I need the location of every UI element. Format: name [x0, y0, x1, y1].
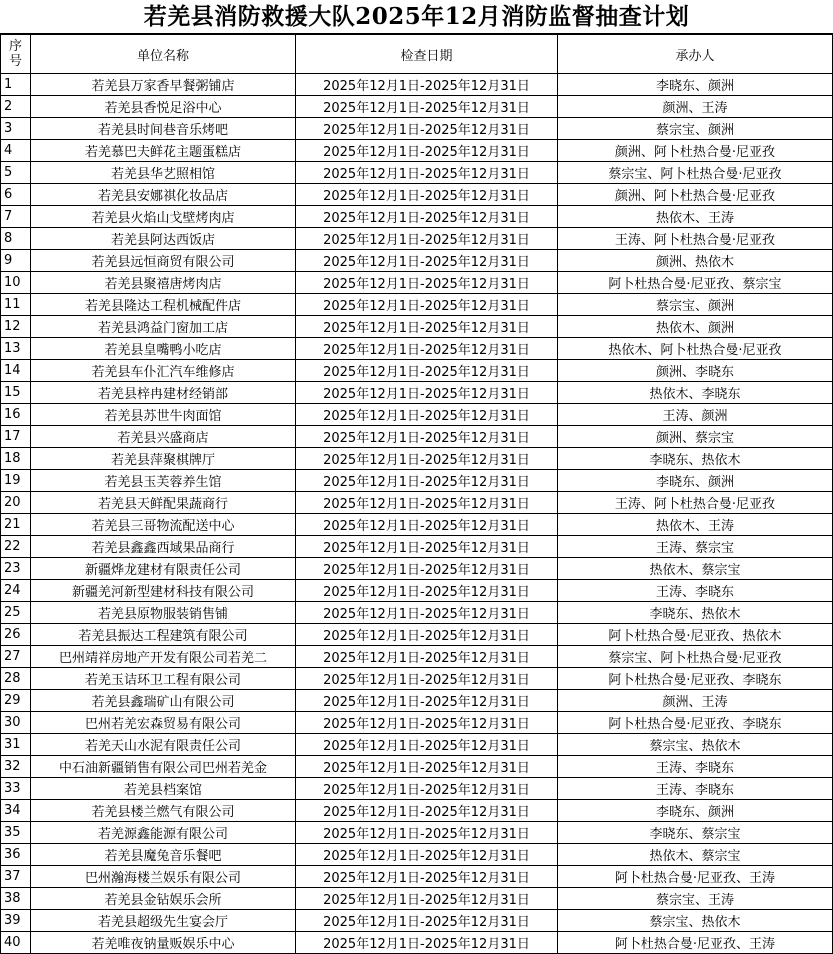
cell-date: 2025年12月1日-2025年12月31日 — [296, 96, 558, 118]
cell-seq: 27 — [1, 646, 31, 668]
cell-date: 2025年12月1日-2025年12月31日 — [296, 646, 558, 668]
table-row — [1, 162, 833, 184]
cell-seq: 5 — [1, 162, 31, 184]
cell-seq: 8 — [1, 228, 31, 250]
cell-unit: 若羌县香悦足浴中心 — [31, 96, 296, 118]
cell-handler: 蔡宗宝、热依木 — [558, 910, 833, 932]
cell-handler: 颜洲、王涛 — [558, 96, 833, 118]
cell-seq: 9 — [1, 250, 31, 272]
cell-unit: 中石油新疆销售有限公司巴州若羌金 — [31, 756, 296, 778]
cell-handler: 李晓东、蔡宗宝 — [558, 822, 833, 844]
table-row — [1, 624, 833, 646]
cell-date: 2025年12月1日-2025年12月31日 — [296, 690, 558, 712]
cell-handler: 蔡宗宝、阿卜杜热合曼·尼亚孜 — [558, 646, 833, 668]
table-row — [1, 492, 833, 514]
cell-unit: 若羌县隆达工程机械配件店 — [31, 294, 296, 316]
cell-handler: 王涛、蔡宗宝 — [558, 536, 833, 558]
table-row — [1, 778, 833, 800]
table-row — [1, 536, 833, 558]
cell-handler: 热依木、王涛 — [558, 206, 833, 228]
cell-seq: 39 — [1, 910, 31, 932]
cell-seq: 6 — [1, 184, 31, 206]
cell-unit: 若羌县万家香早餐粥铺店 — [31, 74, 296, 96]
table-row — [1, 690, 833, 712]
cell-unit: 新疆羌河新型建材科技有限公司 — [31, 580, 296, 602]
cell-unit: 若羌县皇嘴鸭小吃店 — [31, 338, 296, 360]
cell-handler: 阿卜杜热合曼·尼亚孜、蔡宗宝 — [558, 272, 833, 294]
cell-date: 2025年12月1日-2025年12月31日 — [296, 734, 558, 756]
cell-handler: 颜洲、李晓东 — [558, 360, 833, 382]
cell-unit: 若羌唯夜钠量贩娱乐中心 — [31, 932, 296, 954]
table-row — [1, 822, 833, 844]
cell-handler: 李晓东、颜洲 — [558, 470, 833, 492]
cell-seq: 29 — [1, 690, 31, 712]
cell-date: 2025年12月1日-2025年12月31日 — [296, 426, 558, 448]
inspection-table — [0, 34, 833, 954]
cell-handler: 王涛、阿卜杜热合曼·尼亚孜 — [558, 492, 833, 514]
table-row — [1, 910, 833, 932]
cell-unit: 巴州瀚海楼兰娱乐有限公司 — [31, 866, 296, 888]
cell-unit: 若羌县时间巷音乐烤吧 — [31, 118, 296, 140]
header-handler: 承办人 — [558, 35, 833, 74]
table-row — [1, 250, 833, 272]
cell-seq: 2 — [1, 96, 31, 118]
table-row — [1, 426, 833, 448]
cell-seq: 30 — [1, 712, 31, 734]
cell-handler: 颜洲、阿卜杜热合曼·尼亚孜 — [558, 140, 833, 162]
cell-unit: 若羌慕巴夫鲜花主题蛋糕店 — [31, 140, 296, 162]
cell-date: 2025年12月1日-2025年12月31日 — [296, 272, 558, 294]
table-row — [1, 316, 833, 338]
table-row — [1, 932, 833, 954]
table-row — [1, 338, 833, 360]
cell-date: 2025年12月1日-2025年12月31日 — [296, 668, 558, 690]
cell-handler: 李晓东、颜洲 — [558, 74, 833, 96]
cell-handler: 李晓东、热依木 — [558, 448, 833, 470]
cell-handler: 王涛、李晓东 — [558, 778, 833, 800]
cell-handler: 蔡宗宝、颜洲 — [558, 294, 833, 316]
cell-date: 2025年12月1日-2025年12月31日 — [296, 404, 558, 426]
cell-date: 2025年12月1日-2025年12月31日 — [296, 250, 558, 272]
table-row — [1, 734, 833, 756]
cell-seq: 31 — [1, 734, 31, 756]
cell-date: 2025年12月1日-2025年12月31日 — [296, 228, 558, 250]
cell-seq: 35 — [1, 822, 31, 844]
cell-seq: 3 — [1, 118, 31, 140]
cell-handler: 阿卜杜热合曼·尼亚孜、王涛 — [558, 932, 833, 954]
cell-handler: 热依木、阿卜杜热合曼·尼亚孜 — [558, 338, 833, 360]
cell-seq: 26 — [1, 624, 31, 646]
cell-date: 2025年12月1日-2025年12月31日 — [296, 580, 558, 602]
cell-unit: 若羌玉诘环卫工程有限公司 — [31, 668, 296, 690]
cell-date: 2025年12月1日-2025年12月31日 — [296, 844, 558, 866]
cell-date: 2025年12月1日-2025年12月31日 — [296, 294, 558, 316]
cell-unit: 若羌县玉芙蓉养生馆 — [31, 470, 296, 492]
cell-date: 2025年12月1日-2025年12月31日 — [296, 382, 558, 404]
cell-handler: 蔡宗宝、颜洲 — [558, 118, 833, 140]
page-title: 若羌县消防救援大队2025年12月消防监督抽查计划 — [0, 0, 833, 34]
cell-seq: 40 — [1, 932, 31, 954]
table-row — [1, 602, 833, 624]
cell-date: 2025年12月1日-2025年12月31日 — [296, 492, 558, 514]
cell-handler: 颜洲、热依木 — [558, 250, 833, 272]
cell-unit: 若羌县萍聚棋牌厅 — [31, 448, 296, 470]
table-row — [1, 228, 833, 250]
cell-unit: 若羌县鑫瑞矿山有限公司 — [31, 690, 296, 712]
cell-seq: 10 — [1, 272, 31, 294]
table-row — [1, 74, 833, 96]
cell-handler: 颜洲、阿卜杜热合曼·尼亚孜 — [558, 184, 833, 206]
table-row — [1, 558, 833, 580]
cell-handler: 颜洲、蔡宗宝 — [558, 426, 833, 448]
table-row — [1, 470, 833, 492]
cell-handler: 阿卜杜热合曼·尼亚孜、李晓东 — [558, 668, 833, 690]
cell-seq: 17 — [1, 426, 31, 448]
cell-unit: 若羌县梓冉建材经销部 — [31, 382, 296, 404]
cell-unit: 若羌县远恒商贸有限公司 — [31, 250, 296, 272]
cell-seq: 11 — [1, 294, 31, 316]
cell-date: 2025年12月1日-2025年12月31日 — [296, 74, 558, 96]
table-row — [1, 272, 833, 294]
cell-seq: 34 — [1, 800, 31, 822]
cell-date: 2025年12月1日-2025年12月31日 — [296, 470, 558, 492]
cell-date: 2025年12月1日-2025年12月31日 — [296, 866, 558, 888]
cell-seq: 25 — [1, 602, 31, 624]
cell-handler: 王涛、李晓东 — [558, 756, 833, 778]
cell-seq: 12 — [1, 316, 31, 338]
cell-date: 2025年12月1日-2025年12月31日 — [296, 800, 558, 822]
table-row — [1, 668, 833, 690]
cell-unit: 若羌县档案馆 — [31, 778, 296, 800]
cell-handler: 阿卜杜热合曼·尼亚孜、热依木 — [558, 624, 833, 646]
cell-seq: 14 — [1, 360, 31, 382]
cell-unit: 若羌县鸿益门窗加工店 — [31, 316, 296, 338]
cell-unit: 若羌县楼兰燃气有限公司 — [31, 800, 296, 822]
table-row — [1, 184, 833, 206]
cell-unit: 若羌县聚禧唐烤肉店 — [31, 272, 296, 294]
table-row — [1, 646, 833, 668]
cell-date: 2025年12月1日-2025年12月31日 — [296, 118, 558, 140]
table-row — [1, 888, 833, 910]
cell-seq: 19 — [1, 470, 31, 492]
cell-seq: 32 — [1, 756, 31, 778]
cell-seq: 7 — [1, 206, 31, 228]
cell-unit: 若羌县振达工程建筑有限公司 — [31, 624, 296, 646]
table-row — [1, 800, 833, 822]
cell-unit: 新疆烨龙建材有限责任公司 — [31, 558, 296, 580]
cell-unit: 若羌县鑫鑫西域果品商行 — [31, 536, 296, 558]
cell-date: 2025年12月1日-2025年12月31日 — [296, 712, 558, 734]
cell-date: 2025年12月1日-2025年12月31日 — [296, 514, 558, 536]
header-seq-label: 序号 — [8, 39, 22, 69]
table-row — [1, 206, 833, 228]
cell-handler: 王涛、阿卜杜热合曼·尼亚孜 — [558, 228, 833, 250]
cell-date: 2025年12月1日-2025年12月31日 — [296, 184, 558, 206]
cell-seq: 23 — [1, 558, 31, 580]
cell-unit: 若羌县阿达西饭店 — [31, 228, 296, 250]
cell-seq: 38 — [1, 888, 31, 910]
table-row — [1, 448, 833, 470]
cell-handler: 热依木、李晓东 — [558, 382, 833, 404]
cell-unit: 若羌县火焰山戈壁烤肉店 — [31, 206, 296, 228]
cell-unit: 若羌县兴盛商店 — [31, 426, 296, 448]
cell-seq: 37 — [1, 866, 31, 888]
cell-handler: 王涛、李晓东 — [558, 580, 833, 602]
header-unit: 单位名称 — [31, 35, 296, 74]
cell-date: 2025年12月1日-2025年12月31日 — [296, 536, 558, 558]
cell-date: 2025年12月1日-2025年12月31日 — [296, 888, 558, 910]
cell-date: 2025年12月1日-2025年12月31日 — [296, 756, 558, 778]
cell-handler: 热依木、蔡宗宝 — [558, 558, 833, 580]
header-date: 检查日期 — [296, 35, 558, 74]
cell-date: 2025年12月1日-2025年12月31日 — [296, 360, 558, 382]
cell-unit: 若羌天山水泥有限责任公司 — [31, 734, 296, 756]
cell-date: 2025年12月1日-2025年12月31日 — [296, 206, 558, 228]
cell-seq: 28 — [1, 668, 31, 690]
cell-seq: 22 — [1, 536, 31, 558]
cell-handler: 热依木、蔡宗宝 — [558, 844, 833, 866]
cell-unit: 若羌县安娜祺化妆品店 — [31, 184, 296, 206]
cell-handler: 阿卜杜热合曼·尼亚孜、王涛 — [558, 866, 833, 888]
cell-unit: 若羌县车仆汇汽车维修店 — [31, 360, 296, 382]
cell-seq: 33 — [1, 778, 31, 800]
cell-date: 2025年12月1日-2025年12月31日 — [296, 932, 558, 954]
cell-seq: 18 — [1, 448, 31, 470]
table-row — [1, 382, 833, 404]
cell-date: 2025年12月1日-2025年12月31日 — [296, 778, 558, 800]
cell-handler: 阿卜杜热合曼·尼亚孜、李晓东 — [558, 712, 833, 734]
cell-date: 2025年12月1日-2025年12月31日 — [296, 316, 558, 338]
cell-date: 2025年12月1日-2025年12月31日 — [296, 338, 558, 360]
cell-handler: 蔡宗宝、阿卜杜热合曼·尼亚孜 — [558, 162, 833, 184]
cell-unit: 若羌县金钻娱乐会所 — [31, 888, 296, 910]
cell-seq: 4 — [1, 140, 31, 162]
cell-seq: 36 — [1, 844, 31, 866]
table-row — [1, 514, 833, 536]
cell-handler: 热依木、王涛 — [558, 514, 833, 536]
cell-unit: 巴州靖祥房地产开发有限公司若羌二 — [31, 646, 296, 668]
table-row — [1, 756, 833, 778]
cell-unit: 若羌县苏世牛肉面馆 — [31, 404, 296, 426]
cell-seq: 21 — [1, 514, 31, 536]
cell-handler: 李晓东、热依木 — [558, 602, 833, 624]
cell-date: 2025年12月1日-2025年12月31日 — [296, 822, 558, 844]
cell-date: 2025年12月1日-2025年12月31日 — [296, 140, 558, 162]
table-row — [1, 118, 833, 140]
cell-handler: 李晓东、颜洲 — [558, 800, 833, 822]
cell-handler: 蔡宗宝、热依木 — [558, 734, 833, 756]
table-row — [1, 96, 833, 118]
cell-handler: 颜洲、王涛 — [558, 690, 833, 712]
cell-seq: 1 — [1, 74, 31, 96]
cell-handler: 王涛、颜洲 — [558, 404, 833, 426]
header-row — [1, 35, 833, 74]
table-row — [1, 140, 833, 162]
header-seq — [1, 35, 31, 74]
cell-unit: 若羌县天鲜配果蔬商行 — [31, 492, 296, 514]
cell-date: 2025年12月1日-2025年12月31日 — [296, 602, 558, 624]
cell-date: 2025年12月1日-2025年12月31日 — [296, 162, 558, 184]
cell-seq: 13 — [1, 338, 31, 360]
cell-seq: 24 — [1, 580, 31, 602]
table-row — [1, 360, 833, 382]
cell-handler: 蔡宗宝、王涛 — [558, 888, 833, 910]
table-row — [1, 404, 833, 426]
cell-unit: 若羌县华艺照相馆 — [31, 162, 296, 184]
cell-date: 2025年12月1日-2025年12月31日 — [296, 558, 558, 580]
cell-unit: 若羌县三哥物流配送中心 — [31, 514, 296, 536]
table-row — [1, 294, 833, 316]
cell-seq: 15 — [1, 382, 31, 404]
cell-date: 2025年12月1日-2025年12月31日 — [296, 910, 558, 932]
cell-seq: 16 — [1, 404, 31, 426]
table-row — [1, 844, 833, 866]
cell-date: 2025年12月1日-2025年12月31日 — [296, 448, 558, 470]
cell-seq: 20 — [1, 492, 31, 514]
cell-unit: 若羌源鑫能源有限公司 — [31, 822, 296, 844]
cell-unit: 若羌县原物服装销售铺 — [31, 602, 296, 624]
table-row — [1, 580, 833, 602]
table-row — [1, 712, 833, 734]
cell-unit: 巴州若羌宏森贸易有限公司 — [31, 712, 296, 734]
cell-unit: 若羌县超级先生宴会厅 — [31, 910, 296, 932]
cell-unit: 若羌县魔兔音乐餐吧 — [31, 844, 296, 866]
cell-handler: 热依木、颜洲 — [558, 316, 833, 338]
cell-date: 2025年12月1日-2025年12月31日 — [296, 624, 558, 646]
table-row — [1, 866, 833, 888]
